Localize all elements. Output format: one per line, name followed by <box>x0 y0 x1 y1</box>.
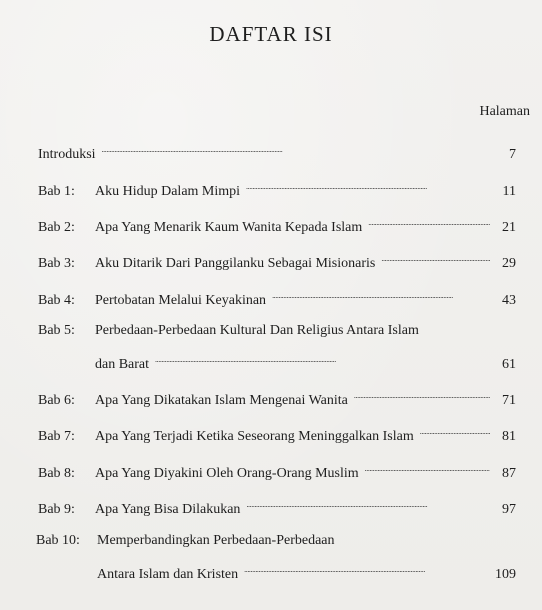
toc-entry-bab-3 <box>38 249 516 273</box>
toc-entry-chapter: Bab 1: <box>38 184 75 199</box>
toc-entry-page: 97 <box>502 502 516 517</box>
page-column-header: Halaman <box>479 104 530 119</box>
dot-leader <box>368 213 490 231</box>
toc-entry-page: 29 <box>502 256 516 271</box>
toc-entry-introduksi <box>38 140 516 164</box>
toc-entry-bab-7 <box>38 422 516 446</box>
toc-entry-chapter: Bab 8: <box>38 466 75 481</box>
toc-entry-chapter: Bab 9: <box>38 502 75 517</box>
toc-entry-bab-1 <box>38 177 516 201</box>
toc-entry-chapter: Bab 10: <box>36 533 80 548</box>
toc-entry-bab-10 <box>36 532 516 584</box>
toc-entry-chapter: Bab 3: <box>38 256 75 271</box>
dot-leader <box>381 249 490 267</box>
toc-entry-title-line-2: dan Barat <box>95 357 150 372</box>
toc-entry-title: Pertobatan Melalui Keyakinan <box>95 293 267 308</box>
toc-entry-chapter: Bab 2: <box>38 220 75 235</box>
toc-entry-page: 109 <box>495 567 516 582</box>
toc-entry-chapter: Bab 5: <box>38 323 75 338</box>
page-title: DAFTAR ISI <box>209 22 333 46</box>
toc-entry-title: Apa Yang Bisa Dilakukan <box>95 502 241 517</box>
toc-entry-title: Apa Yang Menarik Kaum Wanita Kepada Islam <box>95 220 363 235</box>
toc-entry-bab-5 <box>38 322 516 374</box>
dot-leader <box>365 459 490 477</box>
toc-entry-chapter: Bab 7: <box>38 429 75 444</box>
toc-entry-chapter: Bab 6: <box>38 393 75 408</box>
toc-entry-chapter: Bab 4: <box>38 293 75 308</box>
dot-leader <box>246 495 490 513</box>
toc-entry-page: 71 <box>502 393 516 408</box>
dot-leader <box>155 350 490 368</box>
toc-entry-bab-4 <box>38 286 516 310</box>
toc-entry-title-line-1: Perbedaan-Perbedaan Kultural Dan Religius Antara Islam <box>95 323 419 338</box>
toc-entry-page: 87 <box>502 466 516 481</box>
toc-entry-bab-6 <box>38 386 516 410</box>
toc-entry-title: Aku Hidup Dalam Mimpi <box>95 184 241 199</box>
toc-entry-page: 61 <box>502 357 516 372</box>
toc-entry-title: Apa Yang Dikatakan Islam Mengenai Wanita <box>95 393 348 408</box>
toc-entry-title: Apa Yang Terjadi Ketika Seseorang Meninggalkan Islam <box>95 429 414 444</box>
toc-entry-bab-9 <box>38 495 516 519</box>
toc-entry-title-line-1: Memperbandingkan Perbedaan-Perbedaan <box>97 533 335 548</box>
toc-entry-title: Aku Ditarik Dari Panggilanku Sebagai Misionaris <box>95 256 376 271</box>
toc-entry-page: 21 <box>502 220 516 235</box>
toc-entry-title: Introduksi <box>38 147 96 162</box>
dot-leader <box>246 177 490 195</box>
toc-entry-title-line-2: Antara Islam dan Kristen <box>97 567 239 582</box>
toc-entry-page: 43 <box>502 293 516 308</box>
dot-leader <box>354 386 490 404</box>
dot-leader <box>102 140 490 158</box>
dot-leader <box>244 560 489 578</box>
toc-entry-page: 11 <box>502 184 516 199</box>
toc-entry-title: Apa Yang Diyakini Oleh Orang-Orang Muslim <box>95 466 359 481</box>
dot-leader <box>420 422 490 440</box>
dot-leader <box>272 286 490 304</box>
toc-entry-page: 7 <box>509 147 516 162</box>
toc-entry-bab-2 <box>38 213 516 237</box>
toc-entry-bab-8 <box>38 459 516 483</box>
toc-entry-page: 81 <box>502 429 516 444</box>
